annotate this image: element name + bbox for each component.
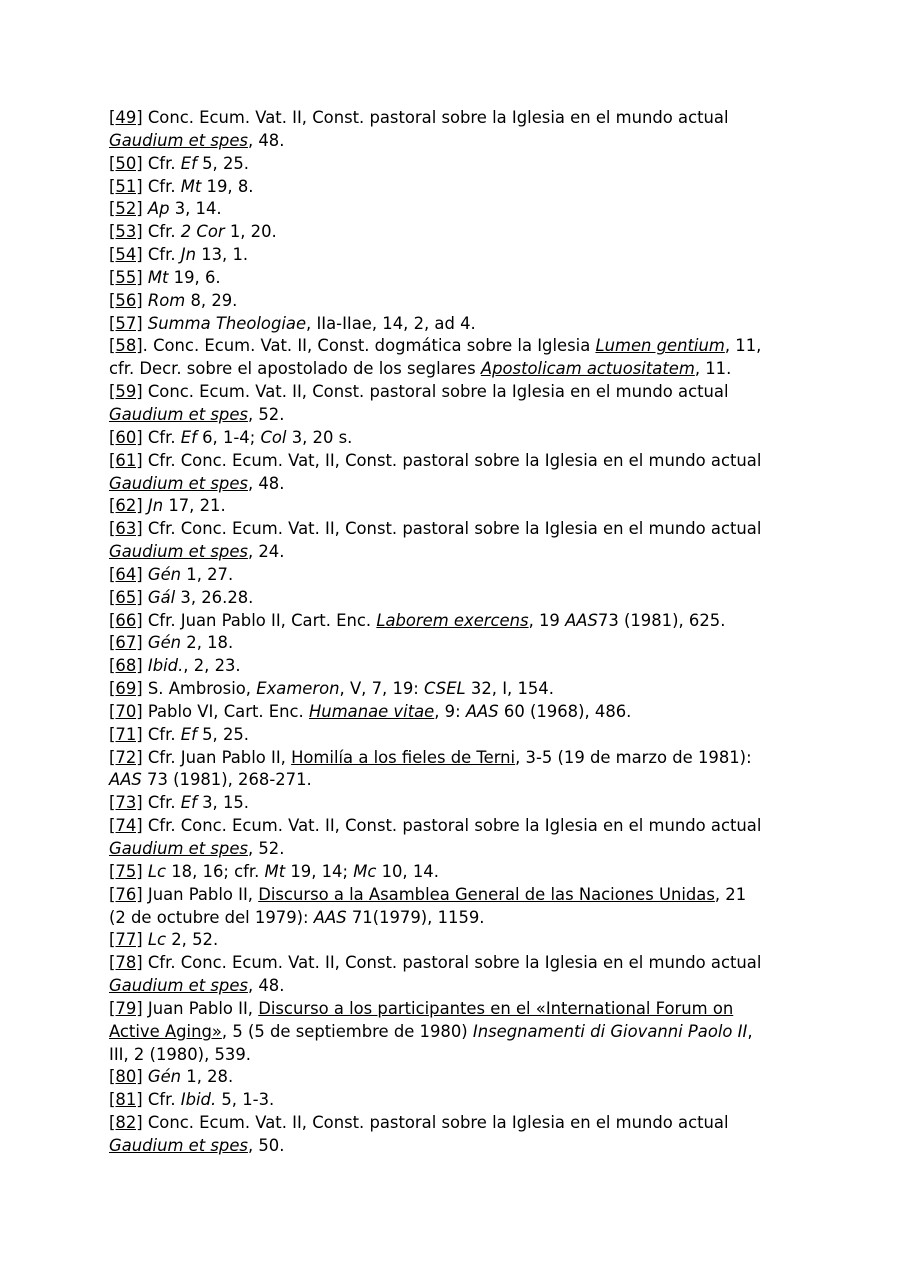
footnote (109, 564, 809, 587)
document-link[interactable]: Active Aging» (109, 1021, 222, 1041)
footnote-continuation (109, 975, 809, 998)
footnote (109, 792, 809, 815)
footnote (109, 450, 809, 473)
footnote-ref-link[interactable]: [66] (109, 610, 143, 630)
footnote (109, 1066, 809, 1089)
footnote-continuation (109, 769, 809, 792)
footnote-text: 19, 8. (201, 176, 254, 196)
footnote-text: Cfr. (142, 222, 181, 242)
footnote-text: , (747, 1021, 753, 1041)
footnote-text: , IIa-IIae, 14, 2, ad 4. (306, 313, 476, 333)
document-link[interactable]: Gaudium et spes (109, 839, 248, 858)
footnote-text: , 11. (694, 359, 732, 379)
document-link[interactable]: Lumen gentium (595, 336, 725, 356)
citation-title: Gén (147, 1067, 182, 1087)
footnote-text: , 3-5 (19 de marzo de 1981): (515, 747, 752, 767)
footnote (109, 153, 809, 176)
footnote (109, 952, 809, 975)
footnote-text: 32, I, 154. (465, 679, 554, 699)
footnote-text: Cfr. (142, 724, 181, 744)
footnote-ref-link[interactable]: [54] (109, 245, 143, 265)
footnote-text: 1, 27. (181, 564, 234, 584)
footnote (109, 518, 809, 541)
citation-title: Jn (147, 496, 164, 516)
footnote-text: 10, 14. (376, 861, 439, 881)
footnote (109, 198, 809, 221)
footnote-text: , 52. (247, 404, 285, 424)
document-link[interactable]: Gaudium et spes (109, 404, 248, 424)
citation-title: AAS (109, 770, 142, 790)
footnote (109, 244, 809, 267)
citation-title: Insegnamenti di Giovanni Paolo II (472, 1021, 748, 1041)
citation-title: Mt (147, 267, 169, 287)
footnote-continuation (109, 358, 809, 381)
citation-title: Ef (180, 427, 197, 447)
footnote-text: , 5 (5 de septiembre de 1980) (221, 1021, 473, 1041)
footnote-ref-link[interactable]: [57] (109, 313, 143, 333)
citation-title: 2 Cor (180, 222, 225, 242)
footnote-text: Pablo VI, Cart. Enc. (142, 701, 309, 721)
footnote-ref-link[interactable]: [82] (109, 1113, 143, 1133)
footnote-text: Cfr. Conc. Ecum. Vat. II, Const. pastoral sobre la Iglesia en el mundo actual (142, 953, 762, 973)
footnote-text: , V, 7, 19: (339, 679, 425, 699)
footnote-text: , 48. (247, 473, 285, 493)
footnote (109, 176, 809, 199)
footnote-ref-link[interactable]: [59] (109, 382, 143, 402)
footnote-text: 17, 21. (163, 496, 226, 516)
footnote-text: Juan Pablo II, (142, 884, 259, 904)
footnote (109, 929, 809, 952)
footnote-text: 3, 20 s. (286, 427, 353, 447)
footnote-text: 73 (1981), 268-271. (141, 770, 312, 790)
citation-title: AAS (565, 610, 598, 630)
footnote-ref-link[interactable]: [56] (109, 290, 143, 310)
footnote-ref-link[interactable]: [63] (109, 519, 143, 539)
footnote-text: , 11, (724, 336, 762, 356)
footnote-continuation (109, 541, 809, 564)
citation-title: Ef (180, 793, 197, 813)
document-link[interactable]: Homilía a los fieles de Terni (291, 747, 516, 767)
footnote-text: Cfr. (142, 793, 181, 813)
footnote (109, 495, 809, 518)
footnote-text: 3, 26.28. (175, 587, 254, 607)
footnote-text: Juan Pablo II, (142, 998, 259, 1018)
document-link[interactable]: Discurso a la Asamblea General de las Naciones Unidas (258, 884, 715, 904)
footnote-continuation (109, 404, 809, 427)
footnote (109, 655, 809, 678)
footnote-text: cfr. Decr. sobre el apostolado de los seglares (109, 359, 481, 379)
footnote (109, 427, 809, 450)
footnote-continuation (109, 1044, 809, 1067)
citation-title: Ef (180, 724, 197, 744)
citation-title: Ibid. (180, 1090, 217, 1110)
footnote-ref-link[interactable]: [71] (109, 724, 143, 744)
footnote-text: Cfr. Conc. Ecum. Vat, II, Const. pastoral sobre la Iglesia en el mundo actual (142, 450, 762, 470)
footnote-ref-link[interactable]: [67] (109, 633, 143, 653)
citation-title: Mt (180, 176, 202, 196)
footnote-text: S. Ambrosio, (142, 679, 257, 699)
document-link[interactable]: Gaudium et spes (109, 473, 248, 493)
footnote-text: 1, 28. (181, 1067, 234, 1087)
footnote (109, 610, 809, 633)
citation-title: Lc (147, 930, 167, 950)
citation-title: Col (260, 427, 287, 447)
footnote-text: 19, 14; (285, 861, 354, 881)
citation-title: Gén (147, 564, 182, 584)
footnote-text: Conc. Ecum. Vat. II, Const. pastoral sobre la Iglesia en el mundo actual (142, 1113, 729, 1133)
footnote-text: , 21 (714, 884, 747, 904)
footnote-text: Conc. Ecum. Vat. II, Const. pastoral sobre la Iglesia en el mundo actual (142, 108, 729, 127)
footnote (109, 313, 809, 336)
citation-title: Lc (147, 861, 167, 881)
footnote-text: Cfr. Juan Pablo II, (142, 747, 292, 767)
footnote-ref-link[interactable]: [51] (109, 176, 143, 196)
footnote-text: 5, 25. (196, 724, 250, 744)
citation-title: Ibid. (147, 656, 184, 676)
footnote-text: 60 (1968), 486. (498, 701, 632, 721)
footnote-text: (2 de octubre del 1979): (109, 907, 314, 927)
footnote-text: 2, 18. (181, 633, 234, 653)
footnote-text: , 9: (434, 701, 466, 721)
footnote-text: , 24. (247, 542, 285, 562)
citation-title: Ap (147, 199, 170, 219)
footnote-ref-link[interactable]: [76] (109, 884, 143, 904)
footnote-ref-link[interactable]: [74] (109, 816, 143, 836)
footnote (109, 678, 809, 701)
citation-title: Mc (353, 861, 377, 881)
footnote-continuation (109, 1021, 809, 1044)
footnote-text: , 19 (528, 610, 566, 630)
document-link[interactable]: Gaudium et spes (109, 976, 248, 996)
footnote-ref-link[interactable]: [64] (109, 564, 143, 584)
footnote-ref-link[interactable]: [75] (109, 861, 143, 881)
citation-title: Mt (264, 861, 286, 881)
citation-title: Summa Theologiae (147, 313, 307, 333)
footnote-ref-link[interactable]: [53] (109, 222, 143, 242)
footnote-text: 2, 52. (166, 930, 219, 950)
citation-title: AAS (313, 907, 347, 927)
footnote (109, 861, 809, 884)
document-link[interactable]: Gaudium et spes (109, 542, 248, 562)
footnote-text: . Conc. Ecum. Vat. II, Const. dogmática sobre la Iglesia (142, 336, 596, 356)
footnote-ref-link[interactable]: [79] (109, 998, 143, 1018)
citation-title: CSEL (424, 679, 466, 699)
footnote-text: Conc. Ecum. Vat. II, Const. pastoral sobre la Iglesia en el mundo actual (142, 382, 729, 402)
footnote (109, 701, 809, 724)
footnote (109, 884, 809, 907)
footnote-text: 5, 25. (196, 153, 250, 173)
document-link[interactable]: Gaudium et spes (109, 130, 248, 150)
document-link[interactable]: Humanae vitae (308, 701, 435, 721)
footnote (109, 1089, 809, 1112)
footnote (109, 1112, 809, 1135)
footnote-text: 1, 20. (224, 222, 277, 242)
citation-title: Exameron (256, 679, 340, 699)
footnote-ref-link[interactable]: [72] (109, 747, 143, 767)
document-link[interactable]: Apostolicam actuositatem (480, 359, 695, 379)
footnote-ref-link[interactable]: [69] (109, 679, 143, 699)
footnote-text: Cfr. Conc. Ecum. Vat. II, Const. pastoral sobre la Iglesia en el mundo actual (142, 816, 762, 836)
footnote (109, 998, 809, 1021)
footnote-text: Cfr. (142, 427, 181, 447)
footnote-continuation (109, 473, 809, 496)
footnote-text: , 50. (247, 1135, 285, 1155)
footnote (109, 335, 809, 358)
footnote-text: 5, 1-3. (216, 1090, 275, 1110)
footnote-ref-link[interactable]: [68] (109, 656, 143, 676)
footnote (109, 587, 809, 610)
citation-title: Gén (147, 633, 182, 653)
footnote-continuation (109, 1135, 809, 1158)
citation-title: Gál (147, 587, 176, 607)
footnote-ref-link[interactable]: [55] (109, 267, 143, 287)
footnote (109, 107, 809, 130)
footnote-ref-link[interactable]: [50] (109, 153, 143, 173)
footnote-continuation (109, 907, 809, 930)
footnotes-page (109, 107, 809, 1158)
footnote-text: 3, 14. (169, 199, 222, 219)
footnote-text: Cfr. Conc. Ecum. Vat. II, Const. pastoral sobre la Iglesia en el mundo actual (142, 519, 762, 539)
footnote-ref-link[interactable]: [62] (109, 496, 143, 516)
footnote-text: 3, 15. (196, 793, 250, 813)
footnote-text: III, 2 (1980), 539. (109, 1044, 251, 1064)
footnote-text: 73 (1981), 625. (597, 610, 726, 630)
footnote-ref-link[interactable]: [58] (109, 336, 143, 356)
citation-title: Rom (147, 290, 186, 310)
footnote-text: , 48. (247, 130, 285, 150)
footnote-text: , 48. (247, 976, 285, 996)
footnote-text: Cfr. (142, 1090, 181, 1110)
footnote-text: 71(1979), 1159. (346, 907, 485, 927)
footnote-ref-link[interactable]: [52] (109, 199, 143, 219)
footnote-ref-link[interactable]: [73] (109, 793, 143, 813)
footnote-ref-link[interactable]: [49] (109, 108, 143, 127)
footnote-ref-link[interactable]: [61] (109, 450, 143, 470)
footnote-text: Cfr. (142, 153, 181, 173)
footnote-ref-link[interactable]: [81] (109, 1090, 143, 1110)
footnote (109, 381, 809, 404)
citation-title: Jn (180, 245, 196, 265)
footnote (109, 724, 809, 747)
footnote (109, 290, 809, 313)
document-link[interactable]: Discurso a los participantes en el «International Forum on (258, 998, 734, 1018)
footnote-text: , 52. (247, 839, 285, 858)
footnote (109, 632, 809, 655)
footnote (109, 747, 809, 770)
document-link[interactable]: Gaudium et spes (109, 1135, 248, 1155)
footnote-text: , 2, 23. (183, 656, 241, 676)
footnote-ref-link[interactable]: [65] (109, 587, 143, 607)
footnote-ref-link[interactable]: [60] (109, 427, 143, 447)
footnote-text: 19, 6. (168, 267, 221, 287)
footnote-text: 18, 16; cfr. (166, 861, 265, 881)
footnote-text: 13, 1. (195, 245, 249, 265)
citation-title: Ef (180, 153, 197, 173)
footnote-text: 8, 29. (185, 290, 238, 310)
footnote (109, 267, 809, 290)
footnote-continuation (109, 838, 809, 861)
footnote-text: Cfr. (142, 245, 181, 265)
citation-title: AAS (465, 701, 499, 721)
footnote-text: Cfr. (142, 176, 181, 196)
footnote-continuation (109, 130, 809, 153)
footnote-text: Cfr. Juan Pablo II, Cart. Enc. (142, 610, 377, 630)
footnote-ref-link[interactable]: [77] (109, 930, 143, 950)
footnote (109, 815, 809, 838)
footnote-ref-link[interactable]: [70] (109, 701, 143, 721)
footnote (109, 221, 809, 244)
footnote-text: 6, 1-4; (196, 427, 261, 447)
footnote-ref-link[interactable]: [80] (109, 1067, 143, 1087)
document-link[interactable]: Laborem exercens (376, 610, 529, 630)
footnote-ref-link[interactable]: [78] (109, 953, 143, 973)
